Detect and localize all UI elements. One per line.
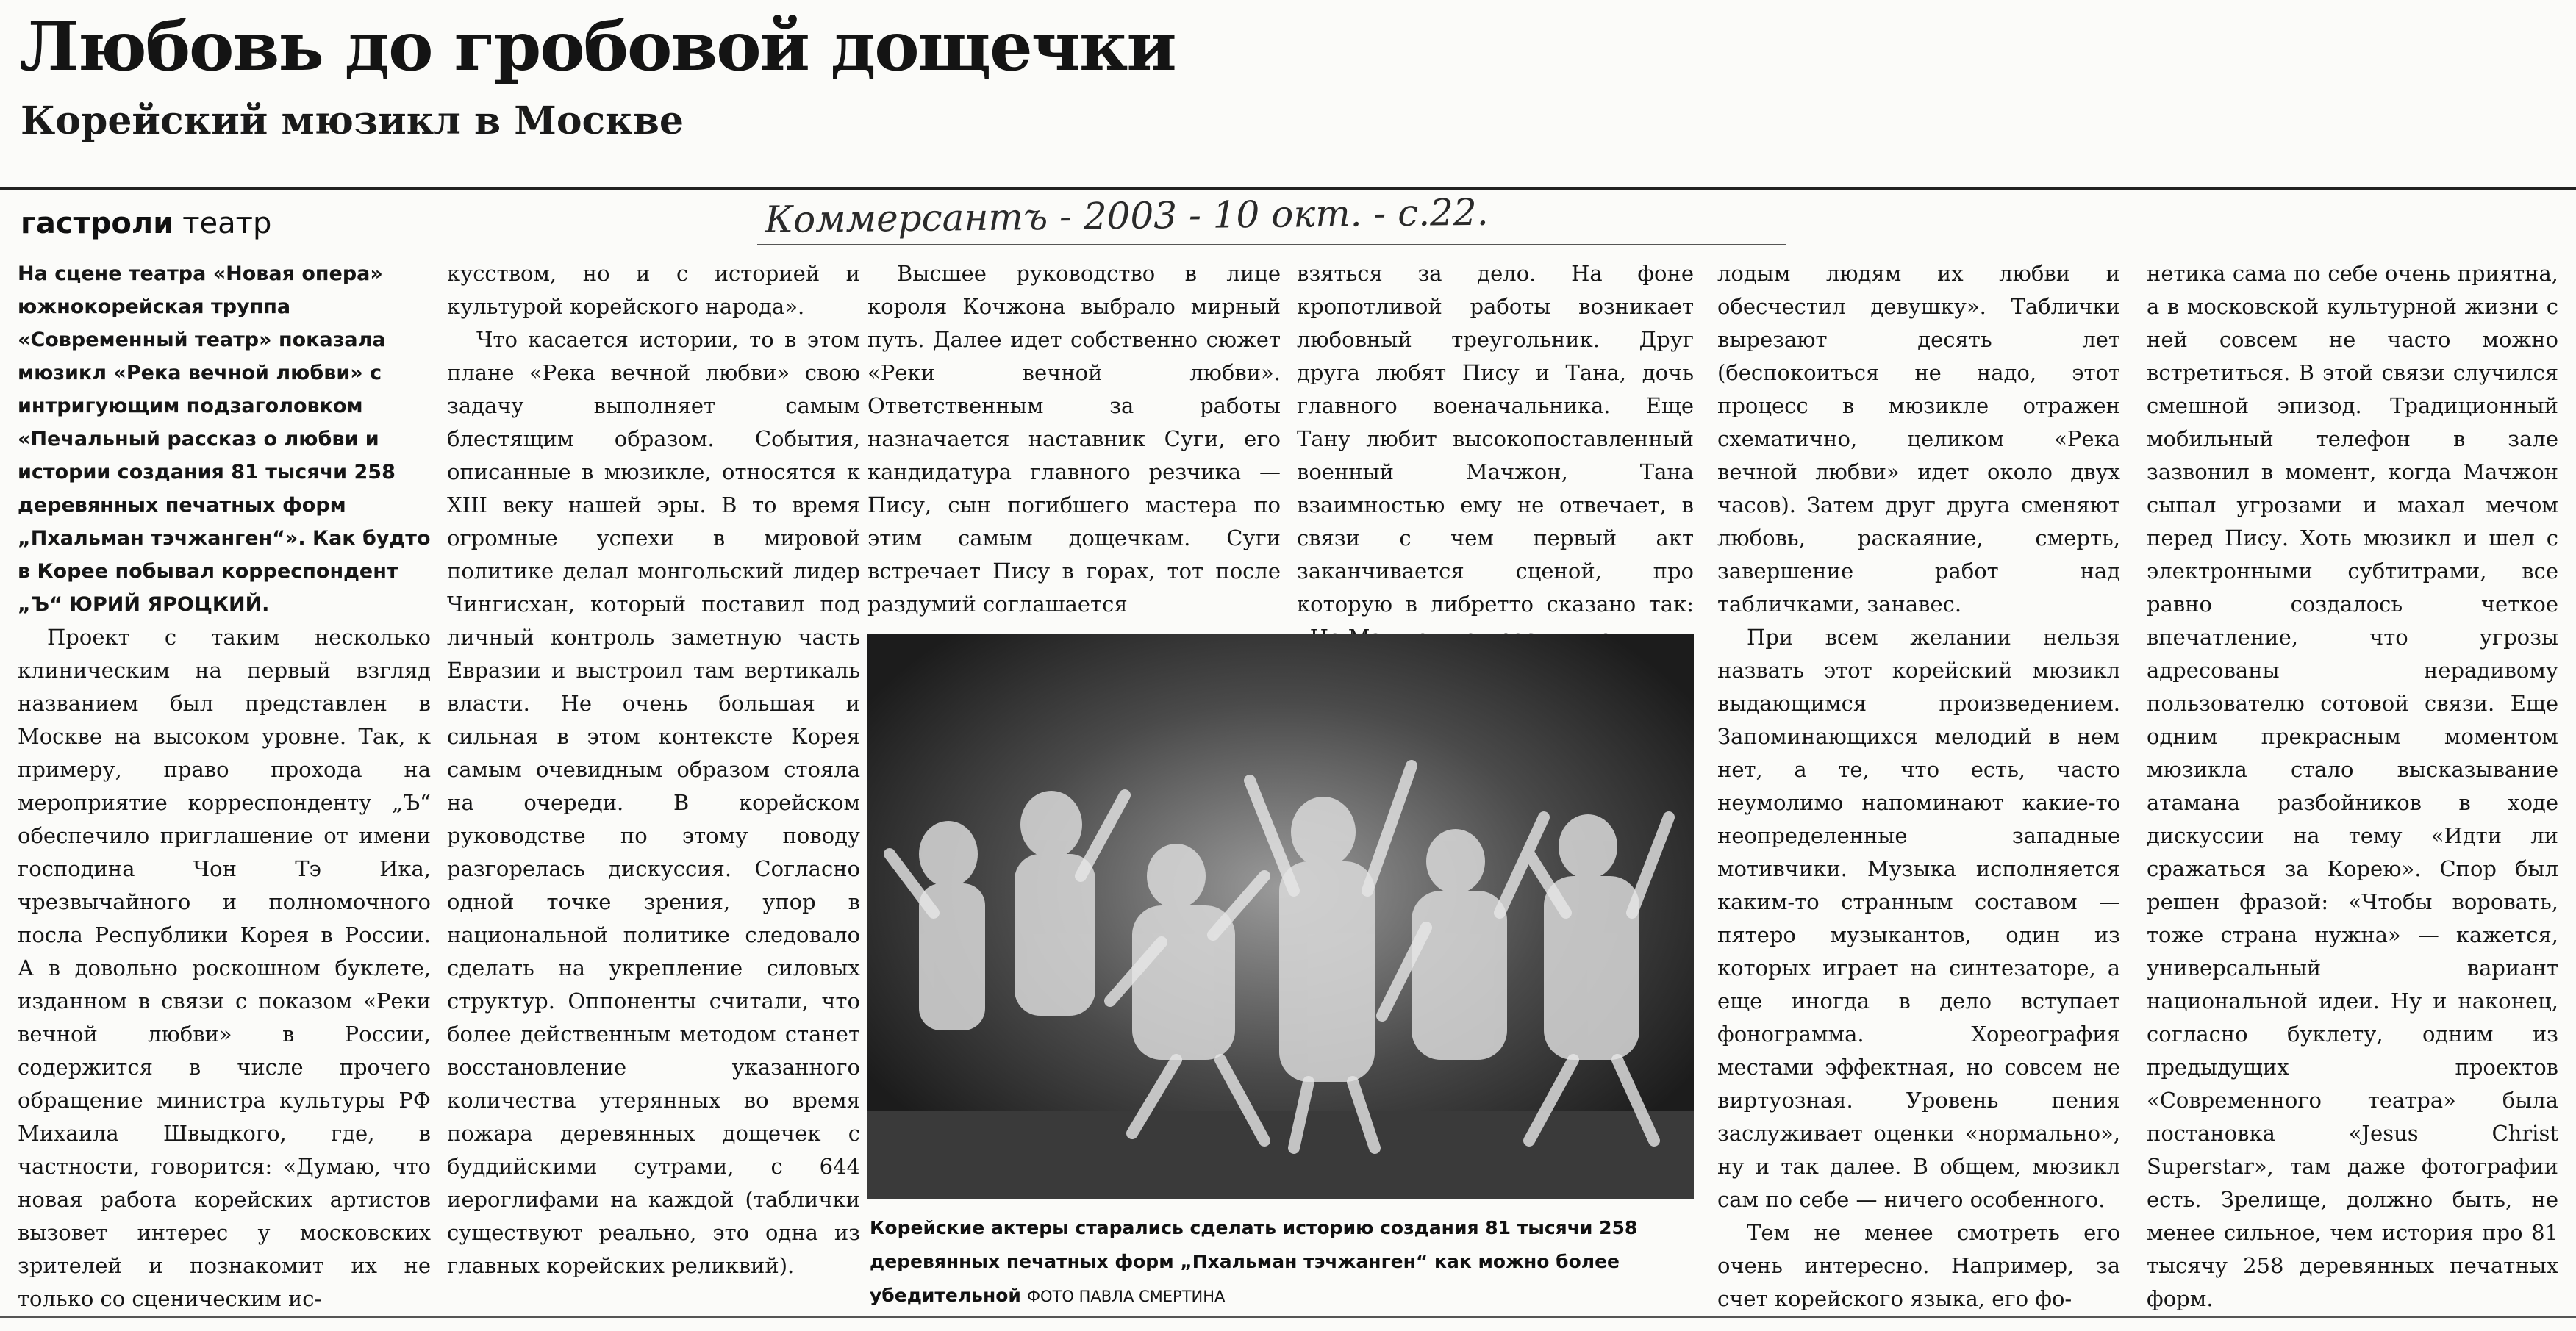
article-subtitle: Корейский мюзикл в Москве xyxy=(21,98,684,143)
article-headline: Любовь до гробовой дощечки xyxy=(19,7,1176,86)
body-paragraph: Высшее руководство в лице короля Кочжона выбрало мирный путь. Далее идет собственно сюжет «Реки вечной любви». Ответственным за работы назначается наставник Суги, его кандидатура главного резчика — Пису, сын погибшего мастера по этим самым дощечкам. Суги встречает Пису в горах, тот после раздумий соглашается xyxy=(867,261,1281,617)
rubric-secondary: театр xyxy=(182,207,272,240)
bottom-rule xyxy=(0,1316,2576,1318)
article-lead: На сцене театра «Новая опера» южнокорейская труппа «Современный театр» показала мюзикл «Река вечной любви» с интригующим подзаголовком «Печальный рассказ о любви и истории создания 81 тысячи 258 деревянных печатных форм „Пхальман тэчжанген“». Как будто в Корее побывал корреспондент „Ъ“ ЮРИЙ ЯРОЦКИЙ. xyxy=(18,262,431,616)
rubric xyxy=(21,204,271,243)
body-paragraph: Тем не менее смотреть его очень интересно. Например, за счет корейского языка, его фо- xyxy=(1717,1220,2120,1311)
text-column-5 xyxy=(1717,257,2120,1311)
text-column-6 xyxy=(2147,257,2558,1311)
stage-photo-image xyxy=(867,634,1694,1199)
text-column-1 xyxy=(18,257,431,1311)
body-paragraph: При всем желании нельзя назвать этот корейский мюзикл выдающимся произведением. Запоминающихся мелодий в нем нет, а те, что есть, часто неумолимо напоминают какие-то неопределенные западные мотивчики. Музыка исполняется каким-то странным составом — пятеро музыкантов, один из которых играет на синтезаторе, а еще иногда в дело вступает фонограмма. Хореография местами эффектная, но совсем не виртуозная. Уровень пения заслуживает оценки «нормально», ну и так далее. В общем, мюзикл сам по себе — ничего особенного. xyxy=(1717,625,2120,1212)
body-paragraph: Что касается истории, то в этом плане «Река вечной любви» свою задачу выполняет самым блестящим образом. События, описанные в мюзикле, относятся к XIII веку нашей эры. В то время огромные успехи в мировой политике делал монгольский лидер Чингисхан, который поставил под личный контроль заметную часть Евразии и выстроил там вертикаль власти. Не очень большая и сильная в этом контексте Корея самым очевидным образом стояла на очереди. В корейском руководстве по этому поводу разгорелась дискуссия. Согласно одной точке зрения, упор в национальной политике следовало сделать на укрепление силовых структур. Оппоненты считали, что более действенным методом станет восстановление указанного количества утерянных во время пожара деревянных дощечек с буддийскими сутрами, с 644 иероглифами на каждой (таблички существуют реально, это одна из главных корейских реликвий). xyxy=(447,327,860,1278)
handwritten-underline xyxy=(757,244,1786,245)
text-column-2 xyxy=(447,257,860,1308)
photo-caption xyxy=(870,1211,1700,1313)
stage-photo xyxy=(867,634,1694,1199)
body-paragraph: взяться за дело. На фоне кропотливой работы возникает любовный треугольник. Друг друга любят Пису и Тана, дочь главного военачальника. Еще Тану любит высокопоставленный военный Мачжон, Тана взаимностью ему не отвечает, в связи с чем первый акт заканчивается сценой, про которую в либретто сказано так: xyxy=(1297,261,1694,617)
rubric-primary: гастроли xyxy=(21,207,174,240)
body-paragraph: Проект с таким несколько клиническим на первый взгляд названием был представлен в Москве на высоком уровне. Так, к примеру, право прохода на мероприятие корреспонденту „Ъ“ обеспечило приглашение от имени господина Чон Тэ Ика, чрезвычайного и полномочного посла Республики Корея в России. А в довольно роскошном буклете, изданном в связи с показом «Реки вечной любви» в России, содержится в числе прочего обращение министра культуры РФ Михаила Швыдкого, где, в частности, говорится: «Думаю, что новая работа корейских артистов вызовет интерес у московских зрителей и познакомит их не только со сценическим ис- xyxy=(18,625,431,1311)
handwritten-source-note: Коммерсантъ - 2003 - 10 окт. - с.22. xyxy=(765,190,1489,241)
text-column-3 xyxy=(867,257,1281,625)
text-column-4 xyxy=(1297,257,1694,625)
photo-credit: ФОТО ПАВЛА СМЕРТИНА xyxy=(1026,1288,1226,1305)
top-rule xyxy=(0,187,2576,190)
body-paragraph: лодым людям их любви и обесчестил девушку». Таблички вырезают десять лет (беспокоиться не надо, этот процесс в мюзикле отражен схематично, целиком «Река вечной любви» идет около двух часов). Затем друг друга сменяют любовь, раскаяние, смерть, завершение работ над табличками, занавес. xyxy=(1717,261,2120,617)
body-paragraph: нетика сама по себе очень приятна, а в московской культурной жизни с ней совсем не часто можно встретиться. В этой связи случился смешной эпизод. Традиционный мобильный телефон в зале зазвонил в момент, когда Мачжон сыпал угрозами и махал мечом перед Пису. Хоть мюзикл и шел с электронными субтитрами, все равно создалось четкое впечатление, что угрозы адресованы нерадивому пользователю сотовой связи. Еще одним прекрасным моментом мюзикла стало высказывание атамана разбойников в ходе дискуссии на тему «Идти ли сражаться за Корею». Спор был решен фразой: «Чтобы воровать, тоже страна нужна» — кажется, универсальный вариант национальной идеи. Ну и наконец, согласно буклету, одним из предыдущих проектов «Современного театра» была постановка «Jesus Christ Superstar», там даже фотографии есть. Зрелище, должно быть, не менее сильное, чем история про 81 тысячу 258 деревянных печатных форм. xyxy=(2147,261,2558,1311)
body-paragraph: кусством, но и с историей и культурой корейского народа». xyxy=(447,261,860,319)
photo-caption-text: Корейские актеры старались сделать историю создания 81 тысячи 258 деревянных печатных форм „Пхальман тэчжанген“ как можно более убедительной xyxy=(870,1217,1638,1306)
